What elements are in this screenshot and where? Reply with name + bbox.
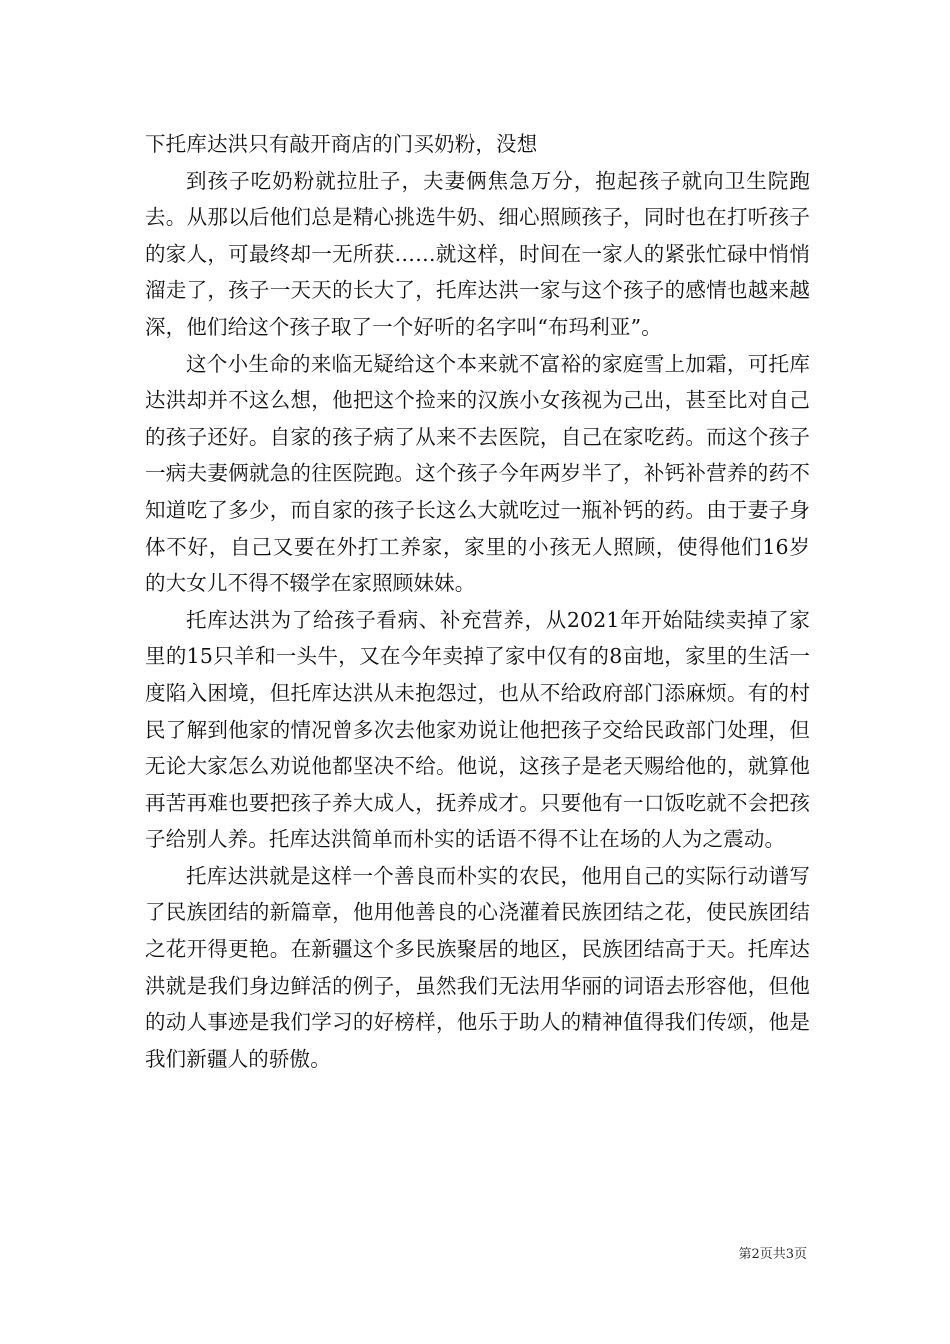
body-text — [145, 126, 810, 1077]
paragraph-continuation: 下托库达洪只有敲开商店的门买奶粉，没想 — [145, 132, 538, 156]
paragraph-4: 托库达洪就是这样一个善良而朴实的农民，他用自己的实际行动谱写了民族团结的新篇章，他用他善良的心浇灌着民族团结之花，使民族团结之花开得更艳。在新疆这个多民族聚居的地区，民族团结高于天。托库达洪就是我们身边鲜活的例子，虽然我们无法用华丽的词语去形容他，但他的动人事迹是我们学习的好榜样，他乐于助人的精神值得我们传颂，他是我们新疆人的骄傲。 — [145, 863, 810, 1071]
paragraph-2: 这个小生命的来临无疑给这个本来就不富裕的家庭雪上加霜，可托库达洪却并不这么想，他把这个捡来的汉族小女孩视为己出，甚至比对自己的孩子还好。自家的孩子病了从来不去医院，自己在家吃药。而这个孩子一病夫妻俩就急的往医院跑。这个孩子今年两岁半了，补钙补营养的药不知道吃了多少，而自家的孩子长这么大就吃过一瓶补钙的药。由于妻子身体不好，自己又要在外打工养家，家里的小孩无人照顾，使得他们16岁的大女儿不得不辍学在家照顾妹妹。 — [145, 351, 810, 596]
paragraph-3: 托库达洪为了给孩子看病、补充营养，从2021年开始陆续卖掉了家里的15只羊和一头牛，又在今年卖掉了家中仅有的8亩地，家里的生活一度陷入困境，但托库达洪从未抱怨过，也从不给政府部门添麻烦。有的村民了解到他家的情况曾多次去他家劝说让他把孩子交给民政部门处理，但无论大家怎么劝说他都坚决不给。他说，这孩子是老天赐给他的，就算他再苦再难也要把孩子养大成人，抚养成才。只要他有一口饭吃就不会把孩子给别人养。托库达洪简单而朴实的话语不得不让在场的人为之震动。 — [145, 607, 810, 852]
paragraph-1: 到孩子吃奶粉就拉肚子，夫妻俩焦急万分，抱起孩子就向卫生院跑去。从那以后他们总是精心挑选牛奶、细心照顾孩子，同时也在打听孩子的家人，可最终却一无所获……就这样，时间在一家人的紧张忙碌中悄悄溜走了，孩子一天天的长大了，托库达洪一家与这个孩子的感情也越来越深，他们给这个孩子取了一个好听的名字叫“布玛利亚”。 — [145, 168, 810, 339]
page-number: 第2页共3页 — [738, 1247, 807, 1262]
